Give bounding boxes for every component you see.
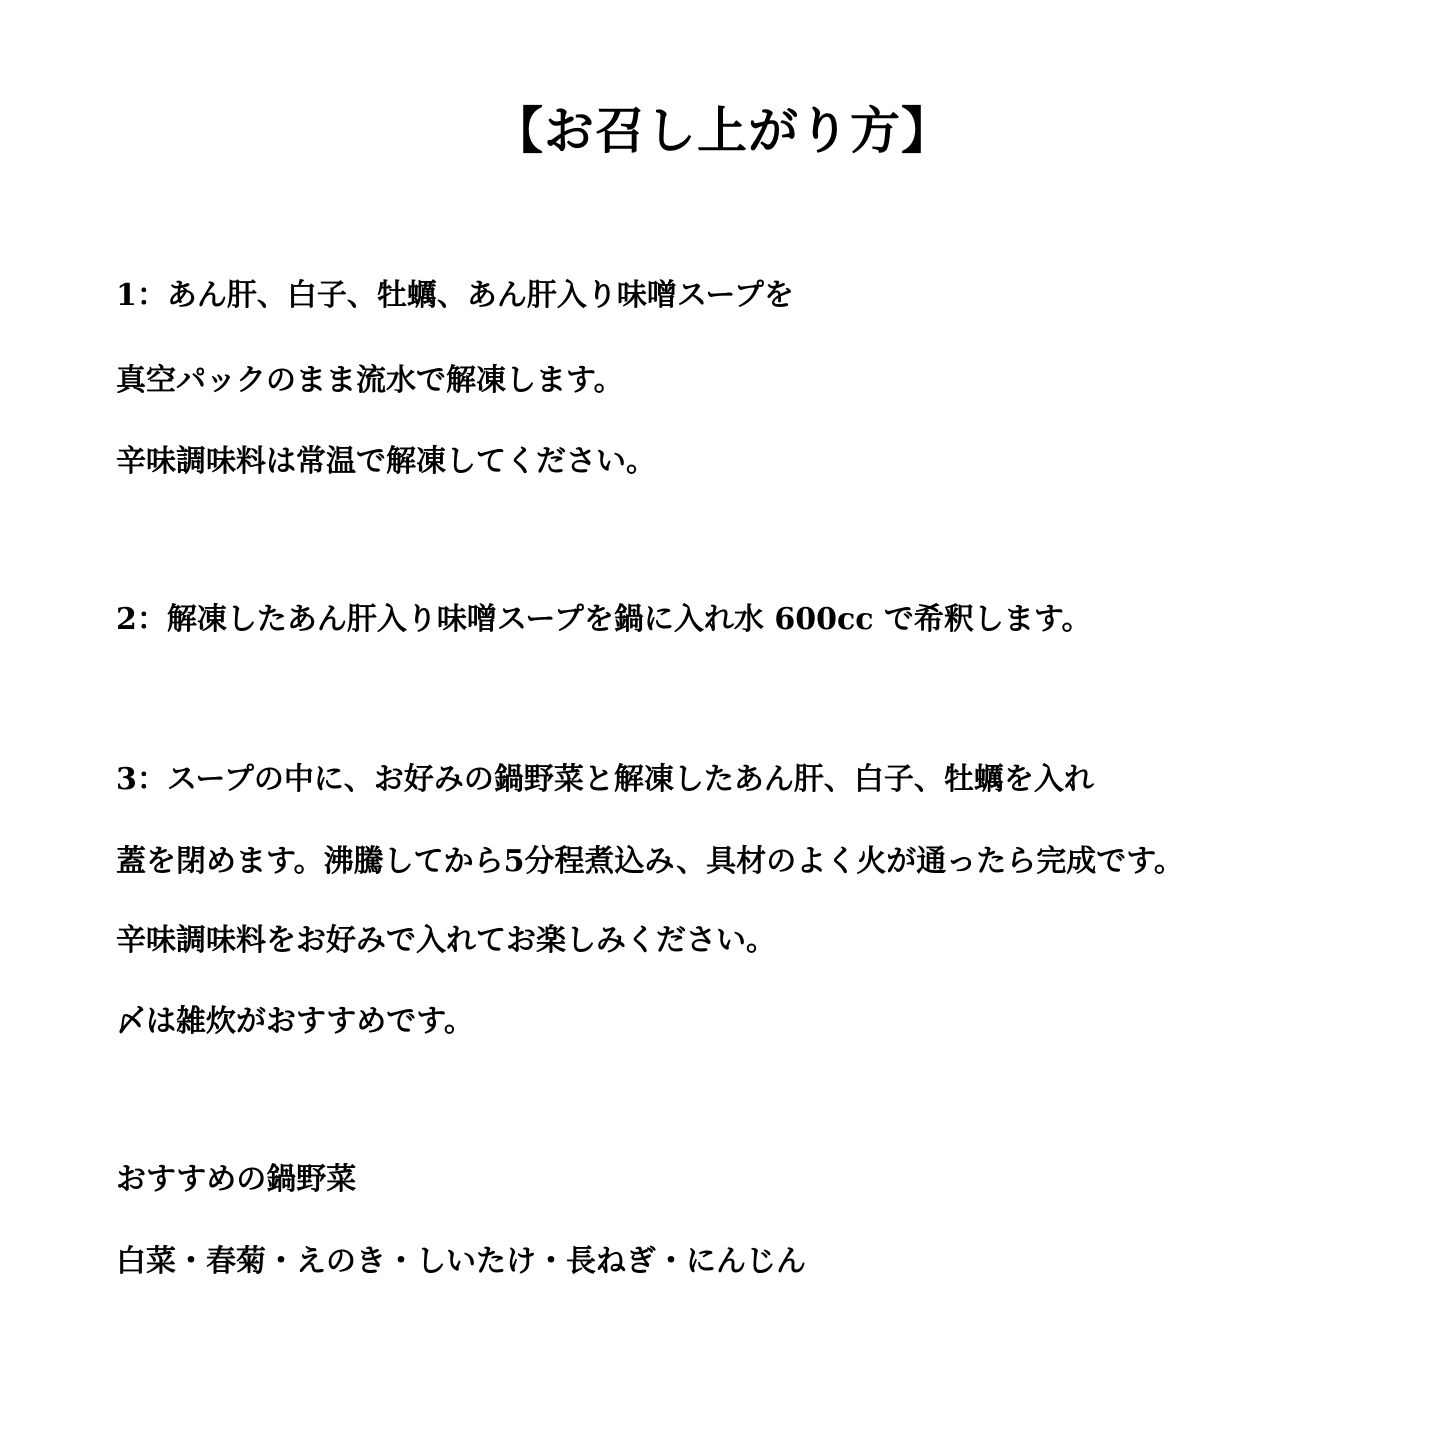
step1-line2: 真空パックのまま流水で解凍します。 <box>116 363 624 398</box>
step1-line3: 辛味調味料は常温で解凍してください。 <box>116 444 656 479</box>
step3-line1: 3：スープの中に、お好みの鍋野菜と解凍したあん肝、白子、牡蠣を入れ <box>116 762 1094 797</box>
step3-line3: 辛味調味料をお好みで入れてお楽しみください。 <box>116 923 776 958</box>
step3-line4: 〆は雑炊がおすすめです。 <box>116 1004 474 1039</box>
page-title: 【お召し上がり方】 <box>493 101 952 160</box>
step3-line2: 蓋を閉めます。沸騰してから5分程煮込み、具材のよく火が通ったら完成です。 <box>116 844 1184 879</box>
recommend-items: 白菜・春菊・えのき・しいたけ・長ねぎ・にんじん <box>116 1244 806 1279</box>
step2-line1: 2：解凍したあん肝入り味噌スープを鍋に入れ水 600cc で希釈します。 <box>116 602 1092 637</box>
step1-line1: 1：あん肝、白子、牡蠣、あん肝入り味噌スープを <box>116 278 794 313</box>
recommend-heading: おすすめの鍋野菜 <box>116 1162 357 1197</box>
